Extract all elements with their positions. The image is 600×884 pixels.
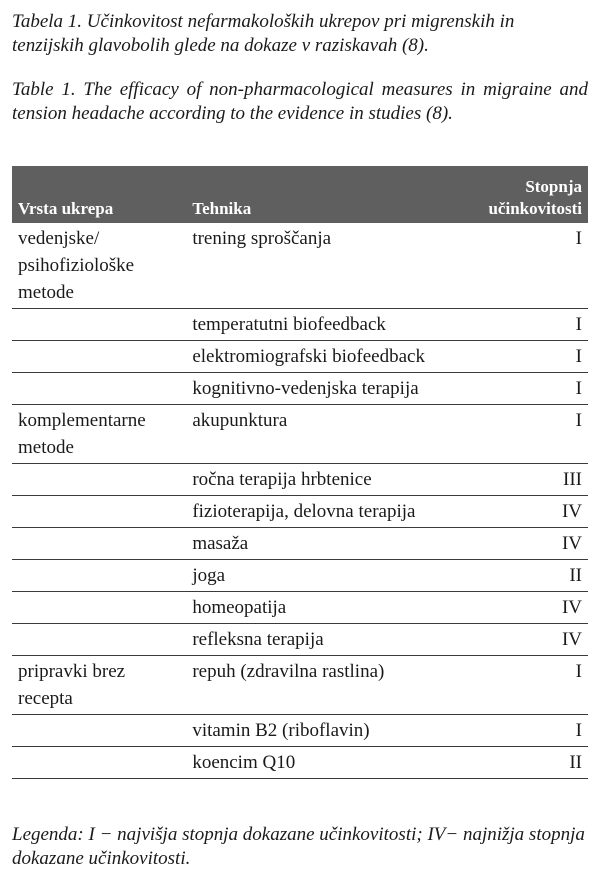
header-efficacy-line2: učinkovitosti (488, 199, 582, 218)
cell-measure-type (12, 747, 186, 779)
cell-measure-type (12, 341, 186, 373)
cell-measure-type (12, 496, 186, 528)
table-row (12, 715, 588, 747)
cell-measure-type: komplementarne metode (12, 405, 186, 464)
table-row (12, 341, 588, 373)
cell-technique: refleksna terapija (186, 624, 482, 656)
cell-technique: masaža (186, 528, 482, 560)
efficacy-table (12, 166, 588, 779)
table-row (12, 560, 588, 592)
header-efficacy-line1: Stopnja (525, 177, 582, 196)
cell-technique: koencim Q10 (186, 747, 482, 779)
header-measure-type: Vrsta ukrepa (12, 166, 186, 223)
cell-technique: homeopatija (186, 592, 482, 624)
table-row (12, 747, 588, 779)
table-row (12, 309, 588, 341)
table-row (12, 624, 588, 656)
cell-measure-type (12, 560, 186, 592)
cell-measure-type (12, 373, 186, 405)
table-row (12, 656, 588, 715)
table-row (12, 528, 588, 560)
cell-measure-type (12, 309, 186, 341)
cell-efficacy-level: I (482, 715, 588, 747)
cell-measure-type (12, 528, 186, 560)
table-row (12, 373, 588, 405)
cell-efficacy-level: IV (482, 528, 588, 560)
cell-technique: temperatutni biofeedback (186, 309, 482, 341)
cell-efficacy-level: IV (482, 624, 588, 656)
cell-technique: akupunktura (186, 405, 482, 464)
cell-efficacy-level: I (482, 223, 588, 309)
cell-efficacy-level: II (482, 560, 588, 592)
cell-technique: trening sproščanja (186, 223, 482, 309)
cell-efficacy-level: I (482, 309, 588, 341)
table-header (12, 166, 588, 223)
table-row (12, 464, 588, 496)
table-row (12, 496, 588, 528)
cell-measure-type: vedenjske/ psihofiziološke metode (12, 223, 186, 309)
cell-technique: repuh (zdravilna rastlina) (186, 656, 482, 715)
header-efficacy-level (482, 166, 588, 223)
table-caption-slovene: Tabela 1. Učinkovitost nefarmakoloških ukrepov pri migrenskih in tenzijskih glavobolih glede na dokaze v raziskavah (8). (12, 11, 515, 56)
table-row (12, 592, 588, 624)
cell-technique: ročna terapija hrbtenice (186, 464, 482, 496)
cell-technique: elektromiografski biofeedback (186, 341, 482, 373)
table-body (12, 223, 588, 779)
cell-technique: kognitivno-vedenjska terapija (186, 373, 482, 405)
table-legend: Legenda: I − najvišja stopnja dokazane učinkovitosti; IV− najnižja stopnja dokazane učinkovitosti. (12, 824, 585, 869)
cell-efficacy-level: I (482, 656, 588, 715)
cell-efficacy-level: I (482, 373, 588, 405)
cell-efficacy-level: I (482, 341, 588, 373)
table-row (12, 405, 588, 464)
cell-measure-type (12, 715, 186, 747)
cell-technique: vitamin B2 (riboflavin) (186, 715, 482, 747)
cell-efficacy-level: IV (482, 496, 588, 528)
cell-technique: fizioterapija, delovna terapija (186, 496, 482, 528)
cell-measure-type: pripravki brez recepta (12, 656, 186, 715)
table-header-row (12, 166, 588, 223)
cell-efficacy-level: II (482, 747, 588, 779)
cell-measure-type (12, 464, 186, 496)
table-row (12, 223, 588, 309)
cell-efficacy-level: IV (482, 592, 588, 624)
cell-measure-type (12, 624, 186, 656)
cell-technique: joga (186, 560, 482, 592)
cell-efficacy-level: III (482, 464, 588, 496)
header-technique: Tehnika (186, 166, 482, 223)
cell-measure-type (12, 592, 186, 624)
cell-efficacy-level: I (482, 405, 588, 464)
table-caption-english: Table 1. The efficacy of non-pharmacological measures in migraine and tension headache according to the evidence in studies (8). (12, 79, 588, 124)
